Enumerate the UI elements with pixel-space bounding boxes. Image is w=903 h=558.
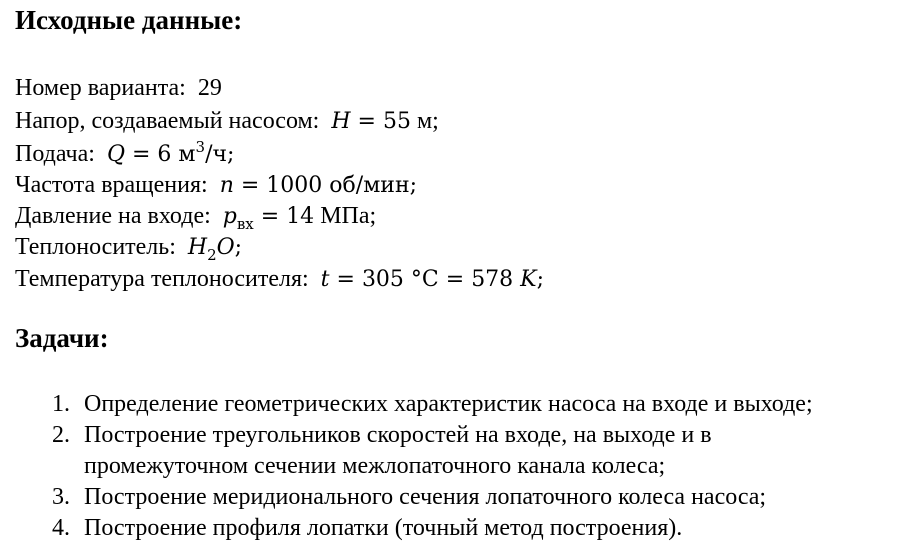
head-label: Напор, создаваемый насосом: (15, 108, 320, 134)
variant-label: Номер варианта: (15, 75, 186, 101)
flow-unit-superscript: 3 (195, 138, 206, 156)
temperature-eq: = (329, 267, 362, 292)
flow-eq: = (124, 142, 158, 167)
variant-line (15, 73, 222, 103)
task-text: Построение треугольников скоростей на входе, на выходе и в (84, 422, 712, 448)
flow-symbol: Q (106, 142, 125, 167)
head-line (15, 106, 439, 137)
source-data-heading: Исходные данные: (15, 5, 243, 35)
task-text-continuation: промежуточном сечении межлопаточного канала колеса; (84, 453, 666, 479)
variant-value: 29 (197, 75, 222, 101)
task-text: Построение профиля лопатки (точный метод построения). (84, 515, 683, 541)
pressure-eq: = (253, 204, 287, 229)
temperature-unit-kelvin: K (513, 267, 537, 292)
task-number: 2. (52, 422, 70, 448)
pressure-line (15, 201, 376, 233)
speed-label: Частота вращения: (15, 172, 208, 198)
pressure-symbol: p (222, 204, 237, 229)
task-number: 1. (52, 391, 70, 417)
pressure-label: Давление на входе: (15, 203, 211, 229)
flow-line (15, 139, 234, 171)
head-eq: = (350, 109, 383, 134)
speed-value: 1000 (266, 173, 323, 198)
speed-line (15, 170, 417, 201)
coolant-line (15, 232, 242, 264)
temperature-tail: ; (536, 267, 545, 292)
temperature-unit-celsius: °C (403, 267, 439, 292)
speed-eq: = (233, 173, 267, 198)
head-symbol: H (331, 109, 351, 134)
temperature-eq-2: = (438, 267, 472, 292)
temperature-line (15, 264, 544, 295)
temperature-symbol: t (320, 267, 330, 292)
coolant-tail: ; (234, 235, 243, 260)
temperature-label: Температура теплоносителя: (15, 266, 309, 292)
coolant-symbol-subscript: 2 (207, 246, 217, 264)
task-text: Построение меридионального сечения лопаточного колеса насоса; (84, 484, 767, 510)
pressure-value: 14 (286, 204, 315, 229)
tasks-heading: Задачи: (15, 323, 109, 353)
task-number: 4. (52, 515, 70, 541)
temperature-value-celsius: 305 (361, 267, 404, 292)
flow-unit-tail: /ч; (205, 142, 235, 167)
task-number: 3. (52, 484, 70, 510)
speed-symbol: n (219, 173, 234, 198)
coolant-label: Теплоноситель: (15, 234, 176, 260)
speed-unit: об/мин; (322, 173, 418, 198)
head-unit: м; (410, 108, 439, 134)
flow-unit: м (171, 142, 196, 167)
pressure-symbol-subscript: вх (236, 215, 254, 233)
head-value: 55 (382, 109, 411, 134)
flow-label: Подача: (15, 141, 95, 167)
task-text: Определение геометрических характеристик насоса на входе и выходе; (84, 391, 813, 417)
coolant-symbol-tail: O (216, 235, 235, 260)
flow-value: 6 (157, 142, 172, 167)
coolant-symbol: H (187, 235, 208, 260)
pressure-unit: МПа; (314, 203, 377, 229)
temperature-value-kelvin: 578 (471, 267, 514, 292)
